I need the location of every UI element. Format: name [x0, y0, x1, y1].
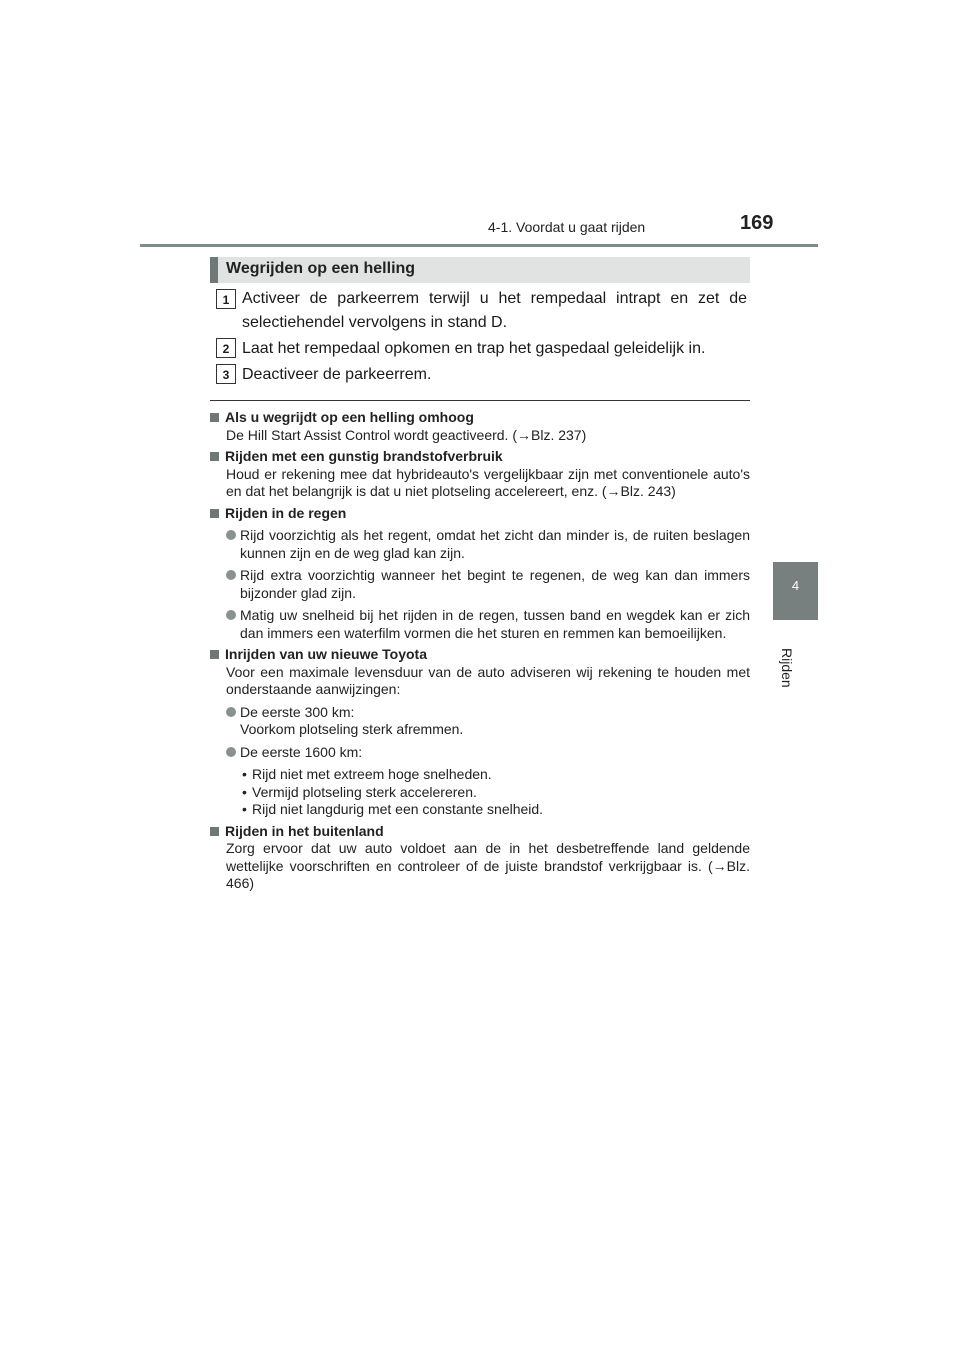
note-heading: Als u wegrijdt op een helling omhoog: [225, 409, 474, 425]
circle-bullet-icon: [226, 530, 236, 540]
chapter-label: Rijden: [779, 648, 795, 688]
square-bullet-icon: [210, 413, 219, 422]
list-item: De eerste 300 km: Voorkom plotseling sterk afremmen.: [210, 704, 750, 739]
note-body: Voor een maximale levensduur van de auto adviseren wij rekening te houden met onderstaande aanwijzingen:: [226, 663, 750, 697]
circle-bullet-icon: [226, 570, 236, 580]
step-badge-3: 3: [216, 364, 236, 384]
sub-list-item: • Rijd niet langdurig met een constante snelheid.: [242, 801, 750, 819]
square-bullet-icon: [210, 452, 219, 461]
note-fuel: [210, 448, 750, 501]
step-badge-1: 1: [216, 289, 236, 309]
header-divider: [140, 244, 818, 247]
note-heading: Rijden in het buitenland: [225, 822, 384, 839]
sub-list: [210, 766, 750, 819]
note-abroad: [210, 823, 750, 893]
note-body: De Hill Start Assist Control wordt geactiveerd. (→Blz. 237): [226, 426, 587, 443]
list-item: De eerste 1600 km:: [210, 744, 750, 762]
page-number: 169: [740, 212, 774, 234]
list-item: Rijd extra voorzichtig wanneer het begint te regenen, de weg kan dan immers bijzonder glad zijn.: [210, 567, 750, 602]
section-divider: [210, 400, 750, 401]
circle-bullet-icon: [226, 707, 236, 717]
title-accent: [210, 257, 218, 283]
step-badge-2: 2: [216, 338, 236, 358]
note-body: Houd er rekening mee dat hybrideauto's vergelijkbaar zijn met conventionele auto's en dat het belangrijk is dat u niet plotseling accelereert, enz. (→Blz. 243): [226, 465, 750, 499]
list-item: Matig uw snelheid bij het rijden in de regen, tussen band en wegdek kan er zich dan immers een waterfilm vormen die het sturen en remmen kan bemoeilijken.: [210, 607, 750, 642]
note-body: Zorg ervoor dat uw auto voldoet aan de in het desbetreffende land geldende wettelijke voorschriften en controleer of de juiste brandstof verkrijgbaar is. (→Blz. 466): [226, 840, 750, 891]
step-text-2: Laat het rempedaal opkomen en trap het gaspedaal geleidelijk in.: [242, 340, 706, 357]
step-text-1: Activeer de parkeerrem terwijl u het rempedaal intrapt en zet de selectiehendel vervolgens in stand D.: [242, 290, 747, 331]
chapter-number: 4: [791, 578, 800, 593]
list-item: Rijd voorzichtig als het regent, omdat het zicht dan minder is, de ruiten beslagen kunnen zijn en de weg glad kan zijn.: [210, 527, 750, 562]
circle-bullet-icon: [226, 747, 236, 757]
note-hill: [210, 409, 750, 444]
note-breakin: [210, 646, 750, 819]
step-text-3: Deactiveer de parkeerrem.: [242, 366, 432, 383]
section-title: 4-1. Voordat u gaat rijden: [488, 219, 646, 235]
square-bullet-icon: [210, 827, 219, 836]
note-heading: Inrijden van uw nieuwe Toyota: [225, 646, 427, 662]
square-bullet-icon: [210, 509, 219, 518]
page-title: Wegrijden op een helling: [226, 260, 416, 277]
circle-bullet-icon: [226, 610, 236, 620]
section-title-bar: [210, 257, 750, 283]
square-bullet-icon: [210, 650, 219, 659]
sub-list-item: • Vermijd plotseling sterk accelereren.: [242, 784, 750, 802]
note-heading: Rijden in de regen: [225, 504, 347, 521]
sub-list-item: • Rijd niet met extreem hoge snelheden.: [242, 766, 750, 784]
notes-content: [210, 409, 750, 897]
note-heading: Rijden met een gunstig brandstofverbruik: [225, 448, 503, 464]
note-rain: [210, 505, 750, 643]
